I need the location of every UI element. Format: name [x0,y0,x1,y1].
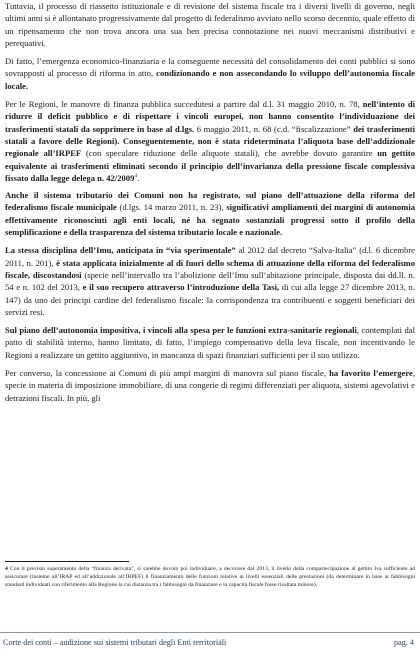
paragraph-4 [5,189,415,238]
paragraph-3-bold: , non è stata rideterminata l’aliquota base dell’addizionale regionale all’IRPEF [5,135,415,159]
paragraph-3-text: 6 maggio 2011, n. 68 (c.d. “fiscalizzazione” [194,123,354,134]
paragraph-7 [5,367,415,404]
document-body [5,0,415,404]
paragraph-4-text: (d.lgs. 14 marzo 2011, n. 23), [116,202,227,213]
paragraph-5-text: di cui alla legge 27 dicembre 2013, n. 147) da uno dei principi cardine del federalismo fiscale: la corrispondenza tra contribuenti e soggetti beneficiari dei servizi resi. [5,282,415,317]
footer-title: Corte dei conti – audizione sui sistemi tributari degli Enti territoriali [3,638,227,647]
paragraph-3-bold: nell’intento di ridurre il deficit pubblico e di rispettare i vincoli europei, non hanno consentito l’individuazione dei trasferimenti statali da sopprimere in base al d.lgs. [5,99,415,134]
footnote-4 [5,566,415,589]
paragraph-7-text: , specie in materia di imposizione immobiliare, di una congerie di regimi differenziati per aliquota, sistemi agevolativi e detrazioni fiscali. In più, gli [5,368,416,403]
paragraph-3-bold: un gettito equivalente ai trasferimenti eliminati secondo il principio dell’invarianza della pressione fiscale complessiva fissato dalla legge delega n. 42/2009 [5,148,415,183]
footnote-number: 4 [5,566,8,572]
paragraph-3-text: Per le Regioni, le manovre di finanza pubblica succedutesi a partire dal d.l. 31 maggio 2010, n. 78, [5,99,363,110]
paragraph-5-bold: e il suo recupero attraverso l’introduzione della Tasi, [82,282,280,293]
paragraph-5-text: (specie nell’intervallo tra l’abolizione dell’Imu sull’abitazione principale, disposta dai dd.ll. n. 54 e n. 102 del 2013, [5,269,416,293]
paragraph-1 [5,0,415,49]
page-number: pag. 4 [393,638,414,647]
paragraph-3-bold: dei trasferimenti statali a favore delle Regioni). [5,123,416,146]
paragraph-5 [5,244,415,318]
paragraph-3 [5,98,415,184]
paragraph-7-text: Per converso, la concessione ai Comuni di più ampi margini di manovra sul piano fiscale, [5,368,330,379]
paragraph-2-bold: condizionando e non assecondando lo sviluppo dell’autonomia fiscale locale. [5,68,415,91]
paragraph-3-text: . [137,172,140,183]
paragraph-2 [5,55,415,92]
paragraph-3-bold: Conseguentemente [122,135,193,146]
paragraph-1-text: Tuttavia, il processo di riassetto istituzionale e di revisione del sistema fiscale tra i diversi livelli di governo, negli ultimi anni si è allontanato progressivamente dal progetto di federalismo avviato nello scorso decennio, quale effetto di un ripensamento che non trova ancora una sua ben precisa connotazione nei nuovi meccanismi distributivi e perequativi. [5,1,415,48]
paragraph-4-bold: significativi ampliamenti dei margini di autonomia effettivamente riconosciuti agli enti locali, né ha segnato sostanziali progressi sotto il profilo della semplificazione e della trasparenza del sistema tributario locale e nazionale. [5,202,416,238]
footnote-separator [5,561,129,562]
footnote-text: Con il previsto superamento della “finanza derivata”, si sarebbe dovuto poi individuare, a decorrere dal 2013, il livello della compartecipazione al gettito Iva sufficiente ad assicurare (insieme all’IRAP ed all’addizionale all’IRPEF) il finanziamento delle funzioni relative ai livelli essenziali delle prestazioni (da determinare in base ai fabbisogni standard individuati con riferimento alla Regione la cui distanza tra i fabbisogni da finanziare e la capacità fiscale fosse risultata minore). [5,566,415,588]
paragraph-7-bold: ha favorito l’emergere [329,368,413,379]
paragraph-5-text: al 2012 dal decreto “Salva-Italia” (d.l. 6 dicembre 2011, n. 201), [5,245,415,268]
footnote-reference[interactable]: 4 [134,173,138,179]
paragraph-5-bold: La stessa disciplina dell’Imu, anticipata in “via sperimentale” [5,245,236,256]
paragraph-4-bold: Anche il sistema tributario dei Comuni non ha registrato, sul piano dell’attuazione della riforma del federalismo fiscale municipale [5,190,415,213]
footer-divider [0,632,420,633]
paragraph-6-text: , contemplati dal patto di stabilità interno, hanno limitato, di fatto, l’impiego compensativo della leva fiscale, non incentivando le Regioni a realizzare un gettito aggiuntivo, in mancanza di spazi finanziari sufficienti per il suo utilizzo. [5,325,415,360]
paragraph-5-bold: è stata applicata inizialmente al di fuori dello schema di attuazione della riforma del federalismo fiscale, discostandosi [5,257,416,280]
paragraph-3-text: (con speculare riduzione delle aliquote statali), che avrebbe dovuto garantire [81,148,378,159]
paragraph-6-bold: Sul piano dell’autonomia impositiva, i vincoli alla spesa per le funzioni extra-sanitarie regionali [5,325,357,336]
paragraph-2-text: Di fatto, l’emergenza economico-finanziaria e la conseguente necessità del consolidamento dei conti pubblici si sono sovrapposti al processo di riforma in atto, [5,56,415,79]
paragraph-6 [5,324,415,361]
